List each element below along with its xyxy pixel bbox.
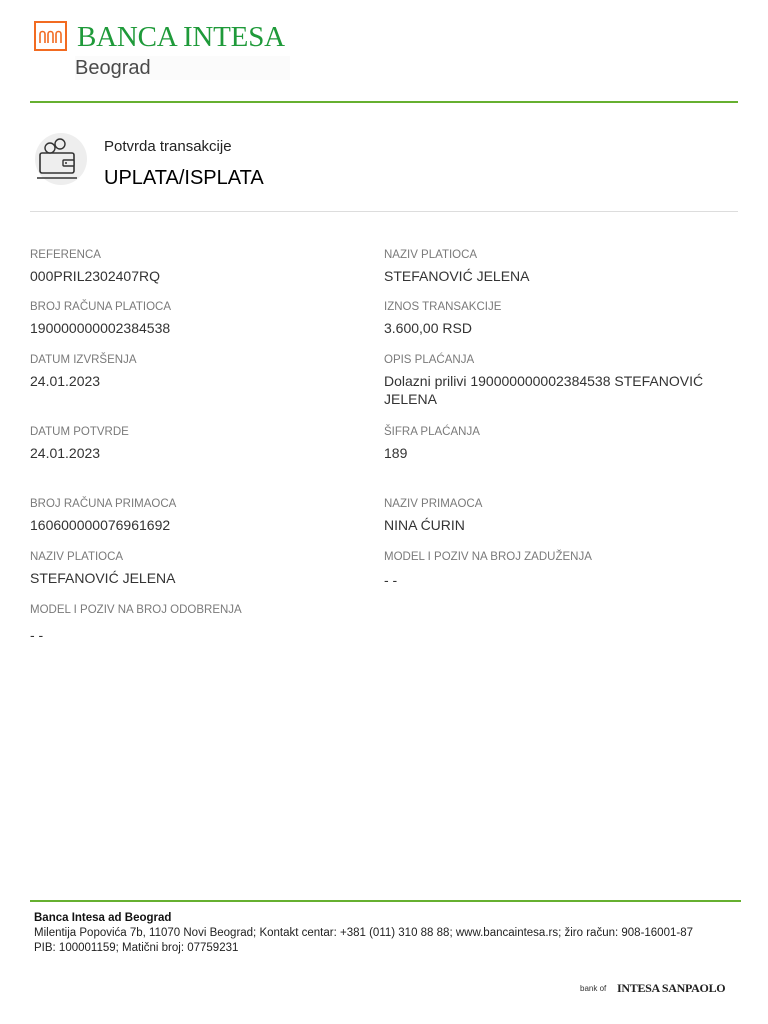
field-label: DATUM IZVRŠENJA bbox=[30, 354, 137, 366]
payment-description-field bbox=[384, 353, 724, 408]
field-label: BROJ RAČUNA PRIMAOCA bbox=[30, 498, 177, 510]
group-brand: INTESA SANPAOLO bbox=[617, 981, 726, 995]
field-label: ŠIFRA PLAĆANJA bbox=[384, 426, 480, 438]
transaction-type-title: UPLATA/ISPLATA bbox=[104, 167, 264, 189]
footer-address: Milentija Popovića 7b, 11070 Novi Beograd; Kontakt centar: +381 (011) 310 88 88; www.bancaintesa.rs; žiro račun: 908-16001-87 bbox=[34, 927, 693, 939]
field-label: OPIS PLAĆANJA bbox=[384, 354, 475, 366]
field-label: NAZIV PLATIOCA bbox=[384, 249, 478, 261]
transaction-amount-field bbox=[384, 300, 724, 337]
field-value: 3.600,00 RSD bbox=[384, 320, 472, 336]
approval-reference-field bbox=[30, 603, 370, 644]
field-value: Dolazni prilivi 190000000002384538 STEFANOVIĆ JELENA bbox=[384, 373, 704, 407]
field-label: DATUM POTVRDE bbox=[30, 426, 129, 438]
top-divider bbox=[30, 101, 738, 103]
execution-date-field bbox=[30, 353, 370, 390]
debit-reference-field bbox=[384, 550, 724, 589]
field-label: REFERENCA bbox=[30, 249, 101, 261]
brand-name: BANCA INTESA bbox=[77, 21, 285, 53]
field-value: - - bbox=[30, 627, 44, 643]
field-value: STEFANOVIĆ JELENA bbox=[384, 268, 530, 284]
field-label: NAZIV PRIMAOCA bbox=[384, 498, 483, 510]
footer bbox=[34, 911, 734, 956]
reference-field bbox=[30, 248, 370, 285]
bank-of-label: bank of bbox=[580, 984, 607, 993]
field-value: 000PRIL2302407RQ bbox=[30, 268, 160, 284]
field-value: NINA ĆURIN bbox=[384, 517, 465, 533]
recipient-name-field bbox=[384, 497, 724, 534]
field-value: 189 bbox=[384, 445, 408, 461]
field-value: 190000000002384538 bbox=[30, 320, 171, 336]
field-value: 24.01.2023 bbox=[30, 445, 101, 461]
header-divider bbox=[30, 211, 738, 212]
footer-divider bbox=[30, 900, 741, 902]
bank-logo bbox=[32, 18, 290, 80]
recipient-account-field bbox=[30, 497, 370, 534]
confirmation-date-field bbox=[30, 425, 370, 462]
document-subtitle: Potvrda transakcije bbox=[104, 138, 232, 155]
payer-account-field bbox=[30, 300, 370, 337]
payer-name-field bbox=[384, 248, 724, 285]
logo-mark-icon bbox=[34, 21, 67, 51]
field-label: MODEL I POZIV NA BROJ ZADUŽENJA bbox=[384, 551, 592, 563]
group-logo bbox=[578, 979, 734, 999]
field-label: IZNOS TRANSAKCIJE bbox=[384, 301, 502, 313]
footer-company: Banca Intesa ad Beograd bbox=[34, 912, 172, 924]
brand-city: Beograd bbox=[75, 56, 290, 80]
field-value: STEFANOVIĆ JELENA bbox=[30, 570, 176, 586]
field-value: - - bbox=[384, 572, 398, 588]
footer-registration: PIB: 100001159; Matični broj: 07759231 bbox=[34, 942, 239, 954]
field-label: MODEL I POZIV NA BROJ ODOBRENJA bbox=[30, 604, 242, 616]
field-label: BROJ RAČUNA PLATIOCA bbox=[30, 301, 172, 313]
payer-name-field bbox=[30, 550, 370, 587]
wallet-coins-icon bbox=[33, 133, 89, 185]
field-value: 160600000076961692 bbox=[30, 517, 171, 533]
payment-code-field bbox=[384, 425, 724, 462]
field-label: NAZIV PLATIOCA bbox=[30, 551, 124, 563]
field-value: 24.01.2023 bbox=[30, 373, 101, 389]
